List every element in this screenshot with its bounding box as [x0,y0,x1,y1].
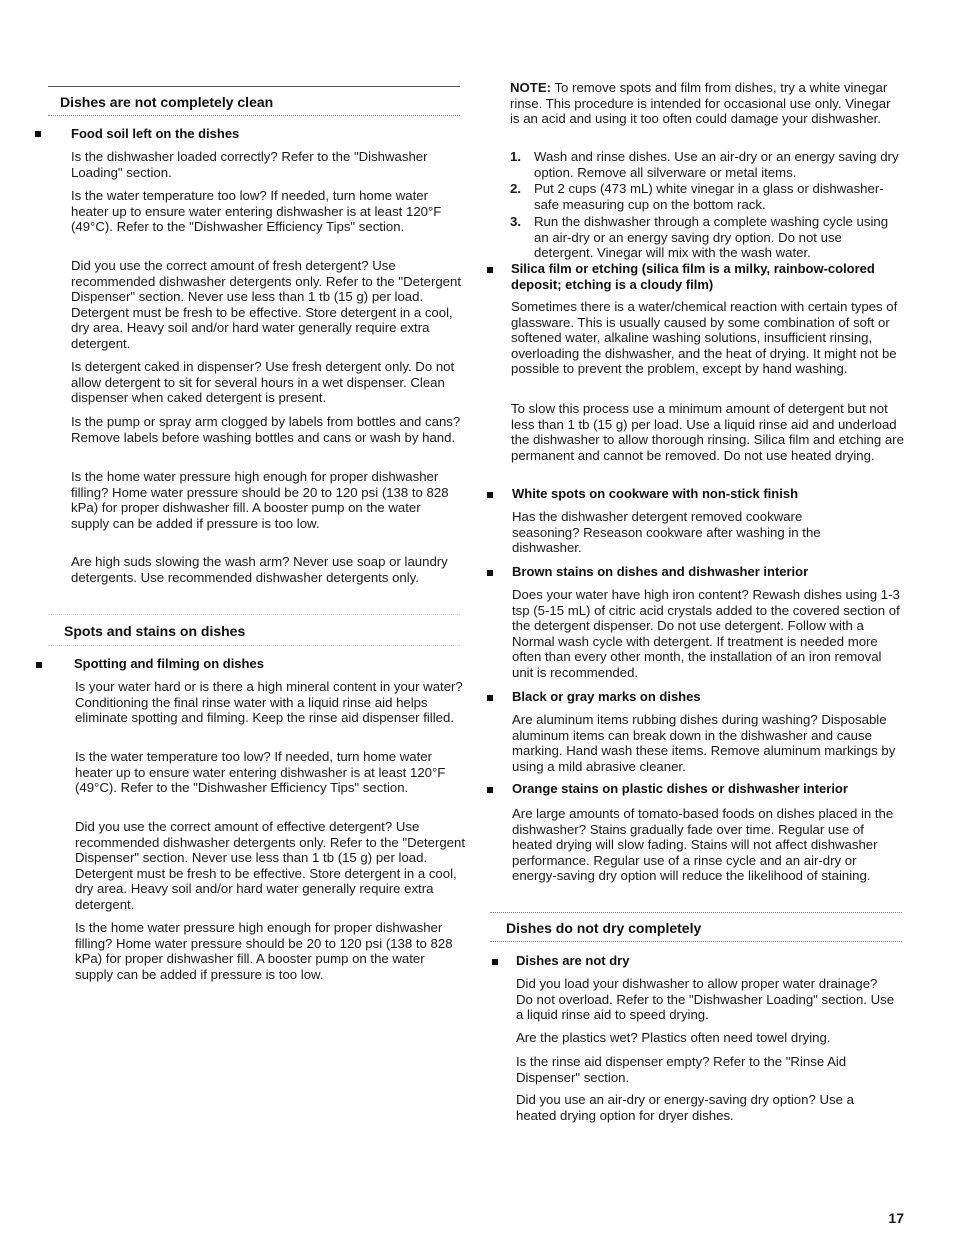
paragraph: Are the plastics wet? Plastics often need towel drying. [516,1030,831,1045]
bullet-white-spots: White spots on cookware with non-stick finish [512,486,799,501]
paragraph: Are high suds slowing the wash arm? Never use soap or laundry detergents. Use recommended dishwasher detergents only. [71,554,448,585]
paragraph: Sometimes there is a water/chemical reaction with certain types of glassware. This is usually caused by some combination of soft or softened water, alkaline washing solutions, insufficient rinsing, overloading the dishwasher, and the heat of drying. It might not be possible to prevent the problem, except by hand washing. [511,299,898,377]
bullet-square-icon [487,492,493,498]
paragraph: Is the rinse aid dispenser empty? Refer to the "Rinse Aid Dispenser" section. [516,1054,847,1085]
bullet-square-icon [487,695,493,701]
paragraph: Did you load your dishwasher to allow proper water drainage? Do not overload. Refer to the "Dishwasher Loading" section. Use a liquid rinse aid to speed drying. [516,976,895,1023]
paragraph: Is the water temperature too low? If needed, turn home water heater up to ensure water entering dishwasher is at least 120°F (49°C). Refer to the "Dishwasher Efficiency Tips" section. [71,188,442,235]
section-underline [490,941,902,942]
bullet-black-marks: Black or gray marks on dishes [512,689,701,704]
paragraph: Is the home water pressure high enough for proper dishwasher filling? Home water pressure should be 20 to 120 psi (138 to 828 kPa) for proper dishwasher fill. A booster pump on the water supply can be added if pressure is too low. [71,469,449,531]
paragraph: Are aluminum items rubbing dishes during washing? Disposable aluminum items can break down in the dishwasher and cause marking. Hand wash these items. Remove aluminum markings by using a mild abrasive cleaner. [512,712,896,774]
paragraph: Has the dishwasher detergent removed cookware seasoning? Reseason cookware after washing in the dishwasher. [512,509,821,556]
paragraph: Is the home water pressure high enough for proper dishwasher filling? Home water pressure should be 20 to 120 psi (138 to 828 kPa) for proper dishwasher fill. A booster pump on the water supply can be added if pressure is too low. [75,920,453,982]
section-title-spots-stains: Spots and stains on dishes [64,623,246,639]
step-number: 3. [510,214,521,229]
bullet-square-icon [487,267,493,273]
bullet-not-dry: Dishes are not dry [516,953,630,968]
section-title-not-clean: Dishes are not completely clean [60,94,274,110]
section-top-rule [490,912,902,913]
bullet-square-icon [36,662,42,668]
note-text: To remove spots and film from dishes, try a white vinegar rinse. This procedure is intended for occasional use only. Vinegar is an acid and using it too often could damage your dishwasher. [510,80,891,127]
section-underline [48,645,460,646]
section-underline [48,115,460,116]
bullet-food-soil: Food soil left on the dishes [71,126,240,141]
paragraph: Did you use the correct amount of fresh detergent? Use recommended dishwasher detergents only. Refer to the "Detergent Dispenser" section. Never use less than 1 tb (15 g) per load. Detergent must be fresh to be effective. Store detergent in a cool, dry area. Heavy soil and/or hard water generally require extra detergent. [71,258,462,351]
step-text: Wash and rinse dishes. Use an air-dry or an energy saving dry option. Remove all silverware or metal items. [534,149,899,180]
bullet-spotting-filming: Spotting and filming on dishes [74,656,264,671]
note-paragraph [510,80,900,127]
bullet-square-icon [35,131,41,137]
step-text: Put 2 cups (473 mL) white vinegar in a glass or dishwasher-safe measuring cup on the bottom rack. [534,181,884,212]
bullet-orange-stains: Orange stains on plastic dishes or dishwasher interior [512,781,848,796]
paragraph: Did you use the correct amount of effective detergent? Use recommended dishwasher detergents only. Refer to the "Detergent Dispenser" section. Never use less than 1 tb (15 g) per load. Detergent must be fresh to be effective. Store detergent in a cool, dry area. Heavy soil and/or hard water generally require extra detergent. [75,819,466,912]
section-top-rule [48,86,460,87]
bullet-brown-stains: Brown stains on dishes and dishwasher interior [512,564,809,579]
paragraph: Is your water hard or is there a high mineral content in your water? Conditioning the final rinse water with a liquid rinse aid helps eliminate spotting and filming. Keep the rinse aid dispenser filled. [75,679,463,726]
bullet-silica-film: Silica film or etching (silica film is a milky, rainbow-colored deposit; etching is a cloudy film) [511,261,875,292]
note-label: NOTE: [510,80,552,95]
bullet-square-icon [487,570,493,576]
section-top-rule [48,614,460,615]
paragraph: To slow this process use a minimum amount of detergent but not less than 1 tb (15 g) per load. Use a liquid rinse aid and underload the dishwasher to allow thorough rinsing. Silica film and etching are permanent and cannot be removed. Do not use heated drying. [511,401,904,463]
step-text: Run the dishwasher through a complete washing cycle using an air-dry or an energy saving dry option. Do not use detergent. Vinegar will mix with the wash water. [534,214,889,261]
section-title-not-dry: Dishes do not dry completely [506,920,702,936]
paragraph: Does your water have high iron content? Rewash dishes using 1-3 tsp (5-15 mL) of citric acid crystals added to the covered section of the detergent dispenser. Do not use detergent. Follow with a Normal wash cycle with detergent. If treatment is needed more often than every other month, the installation of an iron removal unit is recommended. [512,587,900,680]
step-number: 1. [510,149,521,164]
page-number: 17 [888,1210,904,1226]
paragraph: Is the pump or spray arm clogged by labels from bottles and cans? Remove labels before washing bottles and cans or wash by hand. [71,414,461,445]
paragraph: Is the dishwasher loaded correctly? Refer to the "Dishwasher Loading" section. [71,149,428,180]
paragraph: Is the water temperature too low? If needed, turn home water heater up to ensure water entering dishwasher is at least 120°F (49°C). Refer to the "Dishwasher Efficiency Tips" section. [75,749,446,796]
step-number: 2. [510,181,521,196]
bullet-square-icon [487,787,493,793]
paragraph: Is detergent caked in dispenser? Use fresh detergent only. Do not allow detergent to sit for several hours in a wet dispenser. Clean dispenser when caked detergent is present. [71,359,455,406]
bullet-square-icon [492,959,498,965]
paragraph: Are large amounts of tomato-based foods on dishes placed in the dishwasher? Stains gradually fade over time. Regular use of heated drying will slow fading. Stains will not affect dishwasher performance. Regular use of a rinse cycle and an air-dry or energy-saving dry option will reduce the likelihood of staining. [512,806,894,884]
paragraph: Did you use an air-dry or energy-saving dry option? Use a heated drying option for dryer dishes. [516,1092,854,1123]
